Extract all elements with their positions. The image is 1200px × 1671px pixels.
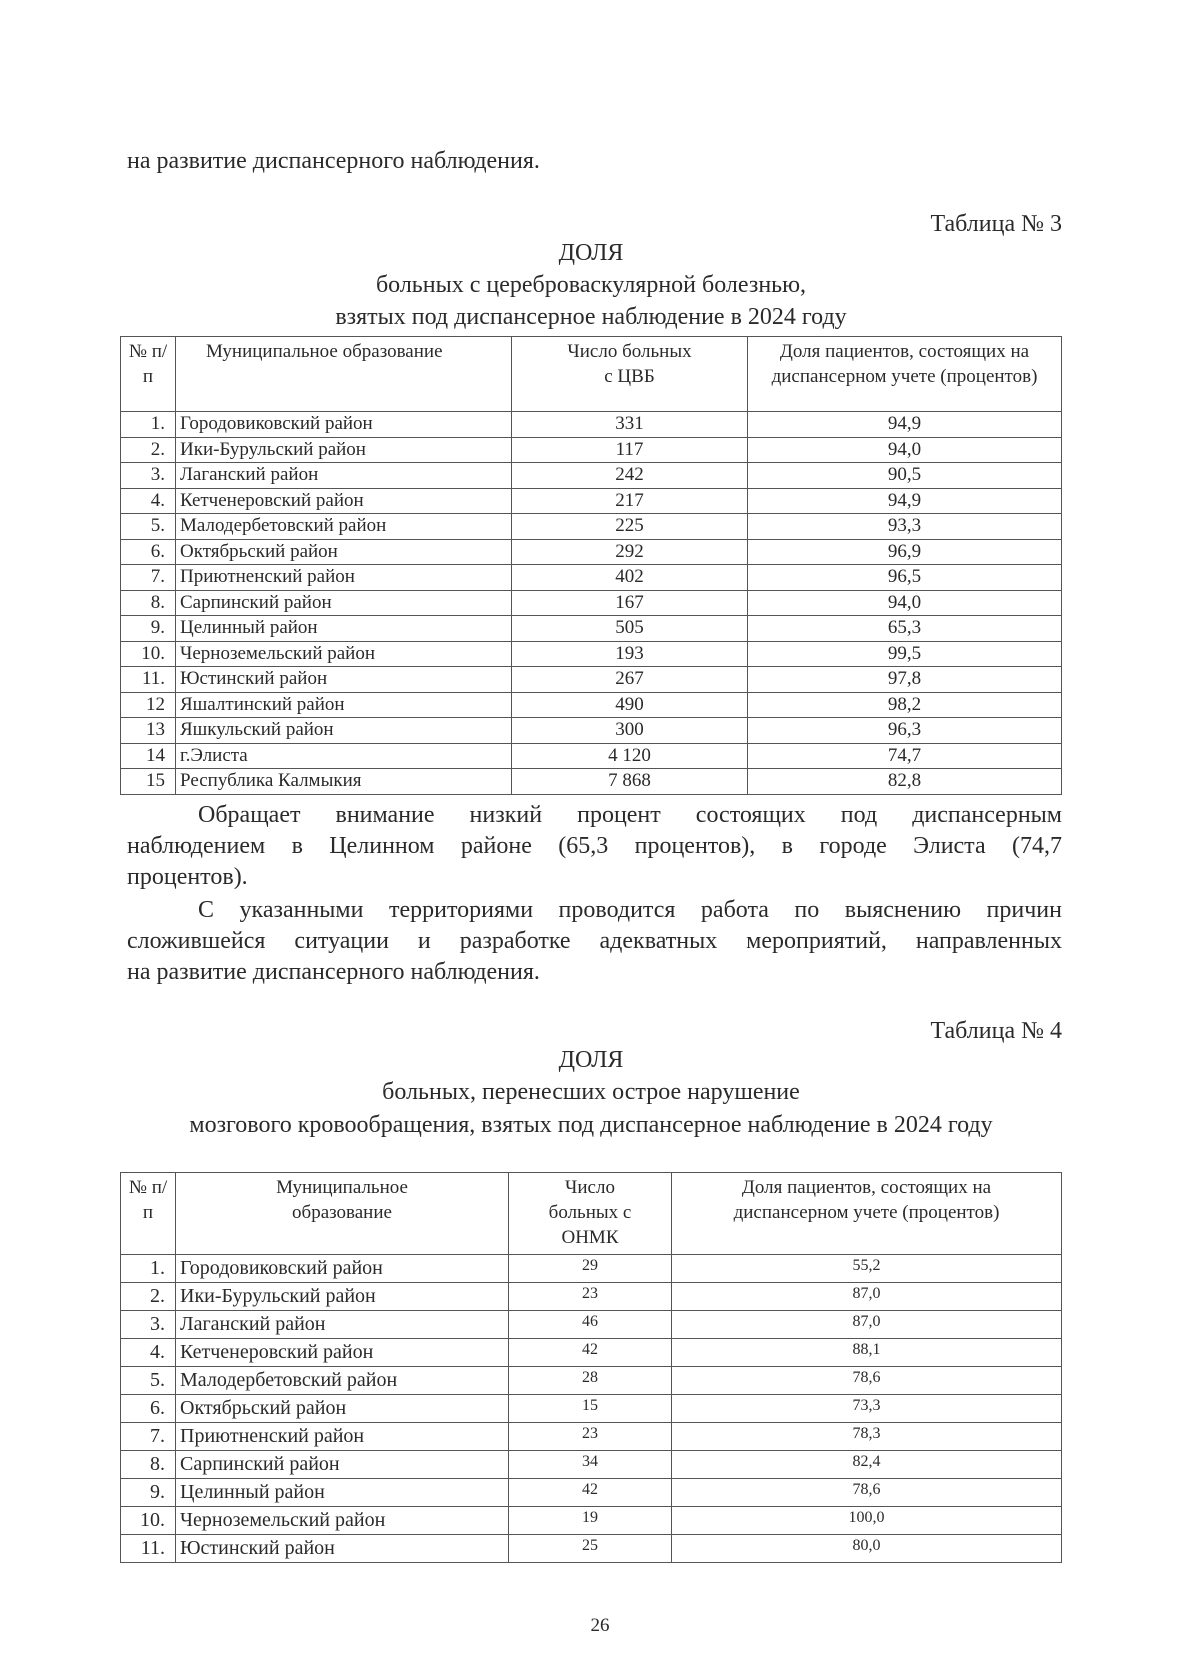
municipality: Юстинский район <box>176 667 512 693</box>
patient-count: 42 <box>509 1479 672 1507</box>
municipality: Кетченеровский район <box>176 488 512 514</box>
patient-count: 15 <box>509 1395 672 1423</box>
patient-count: 23 <box>509 1283 672 1311</box>
row-number: 15 <box>121 769 176 795</box>
paragraph-2-line: на развитие диспансерного наблюдения. <box>127 959 540 985</box>
municipality: Ики-Бурульский район <box>176 1283 509 1311</box>
municipality: Сарпинский район <box>176 590 512 616</box>
paragraph-1 <box>127 800 1062 893</box>
row-number: 11. <box>121 667 176 693</box>
share-percent: 96,5 <box>748 565 1062 591</box>
patient-count: 267 <box>512 667 748 693</box>
municipality: Малодербетовский район <box>176 1367 509 1395</box>
table4-title: ДОЛЯ <box>558 1047 624 1073</box>
table3-label: Таблица № 3 <box>930 211 1062 237</box>
patient-count: 167 <box>512 590 748 616</box>
row-number: 4. <box>121 1339 176 1367</box>
continued-text-line: на развитие диспансерного наблюдения. <box>127 148 540 174</box>
table-row <box>121 1367 1062 1395</box>
table3-title: ДОЛЯ <box>558 240 624 266</box>
patient-count: 242 <box>512 463 748 489</box>
row-number: 9. <box>121 1479 176 1507</box>
paragraph-1-line: процентов). <box>127 864 248 890</box>
patient-count: 490 <box>512 692 748 718</box>
share-percent: 96,3 <box>748 718 1062 744</box>
share-percent: 94,9 <box>748 412 1062 438</box>
table-row <box>121 743 1062 769</box>
share-percent: 78,3 <box>672 1423 1062 1451</box>
row-number: 7. <box>121 1423 176 1451</box>
patient-count: 7 868 <box>512 769 748 795</box>
table-row <box>121 667 1062 693</box>
share-percent: 74,7 <box>748 743 1062 769</box>
table-row <box>121 514 1062 540</box>
patient-count: 505 <box>512 616 748 642</box>
row-number: 1. <box>121 412 176 438</box>
table4-subtitle-1: больных, перенесших острое нарушение <box>382 1079 800 1105</box>
table4-label: Таблица № 4 <box>930 1018 1062 1044</box>
row-number: 2. <box>121 1283 176 1311</box>
share-percent: 94,0 <box>748 437 1062 463</box>
patient-count: 217 <box>512 488 748 514</box>
municipality: Лаганский район <box>176 463 512 489</box>
share-percent: 55,2 <box>672 1255 1062 1283</box>
row-number: 13 <box>121 718 176 744</box>
table-row <box>121 718 1062 744</box>
row-number: 7. <box>121 565 176 591</box>
share-percent: 82,4 <box>672 1451 1062 1479</box>
patient-count: 4 120 <box>512 743 748 769</box>
table-row <box>121 1255 1062 1283</box>
patient-count: 42 <box>509 1339 672 1367</box>
patient-count: 28 <box>509 1367 672 1395</box>
share-percent: 90,5 <box>748 463 1062 489</box>
share-percent: 94,0 <box>748 590 1062 616</box>
municipality: Республика Калмыкия <box>176 769 512 795</box>
table-row <box>121 1283 1062 1311</box>
patient-count: 331 <box>512 412 748 438</box>
patient-count: 25 <box>509 1535 672 1563</box>
patient-count: 29 <box>509 1255 672 1283</box>
municipality: Сарпинский район <box>176 1451 509 1479</box>
patient-count: 34 <box>509 1451 672 1479</box>
header-share: Доля пациентов, состоящих на диспансерном учете (процентов) <box>672 1173 1062 1255</box>
table4 <box>120 1172 1062 1563</box>
table-row <box>121 437 1062 463</box>
table-row <box>121 488 1062 514</box>
municipality: Кетченеровский район <box>176 1339 509 1367</box>
table-row <box>121 1479 1062 1507</box>
municipality: Октябрьский район <box>176 539 512 565</box>
patient-count: 19 <box>509 1507 672 1535</box>
share-percent: 82,8 <box>748 769 1062 795</box>
row-number: 5. <box>121 1367 176 1395</box>
municipality: Малодербетовский район <box>176 514 512 540</box>
table-row <box>121 1395 1062 1423</box>
header-municipality: Муниципальное образование <box>176 337 512 412</box>
patient-count: 46 <box>509 1311 672 1339</box>
share-percent: 87,0 <box>672 1311 1062 1339</box>
paragraph-2-line: сложившейся ситуации и разработке адекватных мероприятий, направленных <box>127 928 1062 954</box>
patient-count: 23 <box>509 1423 672 1451</box>
table4-header-row <box>121 1173 1062 1255</box>
share-percent: 80,0 <box>672 1535 1062 1563</box>
table-row <box>121 616 1062 642</box>
header-patient-count: Число больных с ЦВБ <box>512 337 748 412</box>
municipality: Яшкульский район <box>176 718 512 744</box>
share-percent: 93,3 <box>748 514 1062 540</box>
row-number: 5. <box>121 514 176 540</box>
share-percent: 65,3 <box>748 616 1062 642</box>
row-number: 6. <box>121 1395 176 1423</box>
municipality: Целинный район <box>176 616 512 642</box>
table-row <box>121 463 1062 489</box>
row-number: 2. <box>121 437 176 463</box>
row-number: 10. <box>121 1507 176 1535</box>
table-row <box>121 590 1062 616</box>
table3 <box>120 336 1062 795</box>
share-percent: 73,3 <box>672 1395 1062 1423</box>
row-number: 8. <box>121 1451 176 1479</box>
row-number: 10. <box>121 641 176 667</box>
row-number: 6. <box>121 539 176 565</box>
row-number: 9. <box>121 616 176 642</box>
patient-count: 292 <box>512 539 748 565</box>
municipality: Приютненский район <box>176 565 512 591</box>
header-number: № п/п <box>121 1173 176 1255</box>
header-number: № п/п <box>121 337 176 412</box>
table4-subtitle-2: мозгового кровообращения, взятых под диспансерное наблюдение в 2024 году <box>189 1112 993 1138</box>
table-row <box>121 1339 1062 1367</box>
municipality: г.Элиста <box>176 743 512 769</box>
header-patient-count: Число больных с ОНМК <box>509 1173 672 1255</box>
paragraph-2 <box>127 895 1062 988</box>
share-percent: 87,0 <box>672 1283 1062 1311</box>
municipality: Городовиковский район <box>176 412 512 438</box>
table-row <box>121 1507 1062 1535</box>
patient-count: 193 <box>512 641 748 667</box>
municipality: Городовиковский район <box>176 1255 509 1283</box>
table-row <box>121 1311 1062 1339</box>
table-row <box>121 565 1062 591</box>
row-number: 3. <box>121 1311 176 1339</box>
table-row <box>121 692 1062 718</box>
page-number: 26 <box>590 1615 610 1636</box>
table3-subtitle-2: взятых под диспансерное наблюдение в 2024 году <box>335 304 847 330</box>
share-percent: 78,6 <box>672 1479 1062 1507</box>
municipality: Черноземельский район <box>176 1507 509 1535</box>
share-percent: 94,9 <box>748 488 1062 514</box>
patient-count: 117 <box>512 437 748 463</box>
share-percent: 78,6 <box>672 1367 1062 1395</box>
share-percent: 96,9 <box>748 539 1062 565</box>
patient-count: 300 <box>512 718 748 744</box>
municipality: Лаганский район <box>176 1311 509 1339</box>
table3-subtitle-1: больных с цереброваскулярной болезнью, <box>375 272 807 298</box>
paragraph-1-line: Обращает внимание низкий процент состоящих под диспансерным <box>198 802 1062 828</box>
row-number: 11. <box>121 1535 176 1563</box>
municipality: Юстинский район <box>176 1535 509 1563</box>
table-row <box>121 1423 1062 1451</box>
share-percent: 100,0 <box>672 1507 1062 1535</box>
table3-header-row <box>121 337 1062 412</box>
municipality: Яшалтинский район <box>176 692 512 718</box>
header-share: Доля пациентов, состоящих на диспансерном учете (процентов) <box>748 337 1062 412</box>
row-number: 1. <box>121 1255 176 1283</box>
table-row <box>121 1451 1062 1479</box>
paragraph-1-line: наблюдением в Целинном районе (65,3 процентов), в городе Элиста (74,7 <box>127 833 1062 859</box>
share-percent: 97,8 <box>748 667 1062 693</box>
share-percent: 99,5 <box>748 641 1062 667</box>
municipality: Приютненский район <box>176 1423 509 1451</box>
municipality: Черноземельский район <box>176 641 512 667</box>
table-row <box>121 539 1062 565</box>
share-percent: 98,2 <box>748 692 1062 718</box>
table-row <box>121 412 1062 438</box>
row-number: 3. <box>121 463 176 489</box>
paragraph-2-line: С указанными территориями проводится работа по выяснению причин <box>198 897 1062 923</box>
row-number: 8. <box>121 590 176 616</box>
header-municipality: Муниципальное образование <box>176 1173 509 1255</box>
municipality: Целинный район <box>176 1479 509 1507</box>
row-number: 4. <box>121 488 176 514</box>
table-row <box>121 1535 1062 1563</box>
patient-count: 225 <box>512 514 748 540</box>
row-number: 14 <box>121 743 176 769</box>
row-number: 12 <box>121 692 176 718</box>
share-percent: 88,1 <box>672 1339 1062 1367</box>
table-row <box>121 641 1062 667</box>
patient-count: 402 <box>512 565 748 591</box>
municipality: Октябрьский район <box>176 1395 509 1423</box>
table-row <box>121 769 1062 795</box>
municipality: Ики-Бурульский район <box>176 437 512 463</box>
